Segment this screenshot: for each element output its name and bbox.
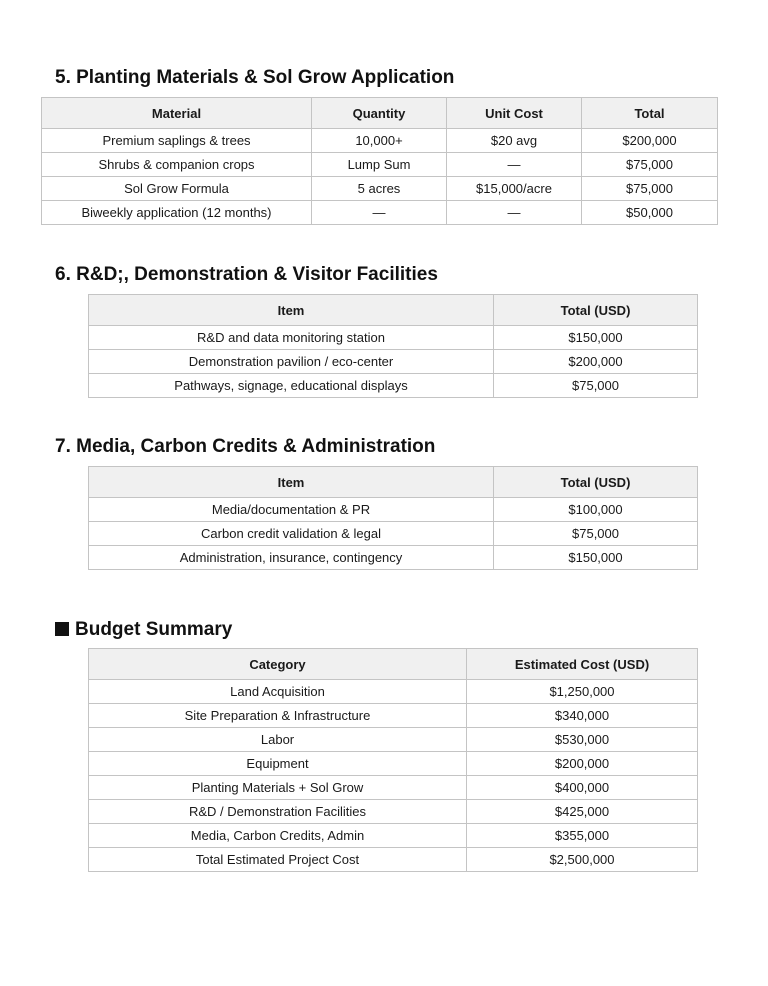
table-header-row [89,295,698,326]
media-admin-table [88,466,698,570]
budget-summary-title: Budget Summary [75,619,233,640]
table-row [89,374,698,398]
cell: Media, Carbon Credits, Admin [89,824,467,848]
cell: $200,000 [494,350,698,374]
cell: — [312,201,447,225]
cell: $150,000 [494,326,698,350]
cell: R&D / Demonstration Facilities [89,800,467,824]
cell: Planting Materials + Sol Grow [89,776,467,800]
cell: Site Preparation & Infrastructure [89,704,467,728]
table-row [89,752,698,776]
cell: $75,000 [494,374,698,398]
table-row [89,350,698,374]
planting-materials-table [41,97,718,225]
budget-summary-table [88,648,698,872]
cell: $2,500,000 [467,848,698,872]
cell: $200,000 [467,752,698,776]
cell: 5 acres [312,177,447,201]
cell: Pathways, signage, educational displays [89,374,494,398]
cell: $200,000 [582,129,718,153]
cell: $75,000 [582,153,718,177]
table-row-total [89,848,698,872]
table-header-row [89,649,698,680]
table-row [89,522,698,546]
col-material: Material [42,98,312,129]
col-item: Item [89,295,494,326]
table-header-row [89,467,698,498]
cell: Sol Grow Formula [42,177,312,201]
table-row [89,680,698,704]
cell: Land Acquisition [89,680,467,704]
cell: — [447,153,582,177]
table-row [89,546,698,570]
cell: $15,000/acre [447,177,582,201]
cell: Biweekly application (12 months) [42,201,312,225]
cell: $20 avg [447,129,582,153]
cell: $75,000 [582,177,718,201]
col-total: Total [582,98,718,129]
cell: $355,000 [467,824,698,848]
col-quantity: Quantity [312,98,447,129]
cell: Demonstration pavilion / eco-center [89,350,494,374]
cell: $425,000 [467,800,698,824]
section-5-title: 5. Planting Materials & Sol Grow Application [55,67,455,88]
cell: Equipment [89,752,467,776]
table-row [89,776,698,800]
cell: $530,000 [467,728,698,752]
table-row [89,326,698,350]
section-6-title: 6. R&D;, Demonstration & Visitor Facilities [55,264,438,285]
cell: Lump Sum [312,153,447,177]
table-row [89,728,698,752]
cell: Total Estimated Project Cost [89,848,467,872]
cell: Administration, insurance, contingency [89,546,494,570]
col-unit-cost: Unit Cost [447,98,582,129]
cell: 10,000+ [312,129,447,153]
cell: $1,250,000 [467,680,698,704]
col-total-usd: Total (USD) [494,467,698,498]
col-category: Category [89,649,467,680]
rnd-facilities-table [88,294,698,398]
table-row [89,800,698,824]
cell: Labor [89,728,467,752]
section-7-title: 7. Media, Carbon Credits & Administration [55,436,436,457]
table-row [42,201,718,225]
cell: $50,000 [582,201,718,225]
black-square-icon [55,622,69,636]
col-item: Item [89,467,494,498]
table-row [89,498,698,522]
cell: Shrubs & companion crops [42,153,312,177]
cell: $340,000 [467,704,698,728]
table-row [89,824,698,848]
cell: R&D and data monitoring station [89,326,494,350]
col-estimated-cost: Estimated Cost (USD) [467,649,698,680]
budget-summary-heading [55,619,232,641]
table-row [42,177,718,201]
cell: $150,000 [494,546,698,570]
cell: $75,000 [494,522,698,546]
cell: — [447,201,582,225]
table-row [42,153,718,177]
table-row [42,129,718,153]
cell: Premium saplings & trees [42,129,312,153]
table-header-row [42,98,718,129]
col-total-usd: Total (USD) [494,295,698,326]
cell: Media/documentation & PR [89,498,494,522]
cell: $100,000 [494,498,698,522]
table-row [89,704,698,728]
cell: $400,000 [467,776,698,800]
cell: Carbon credit validation & legal [89,522,494,546]
